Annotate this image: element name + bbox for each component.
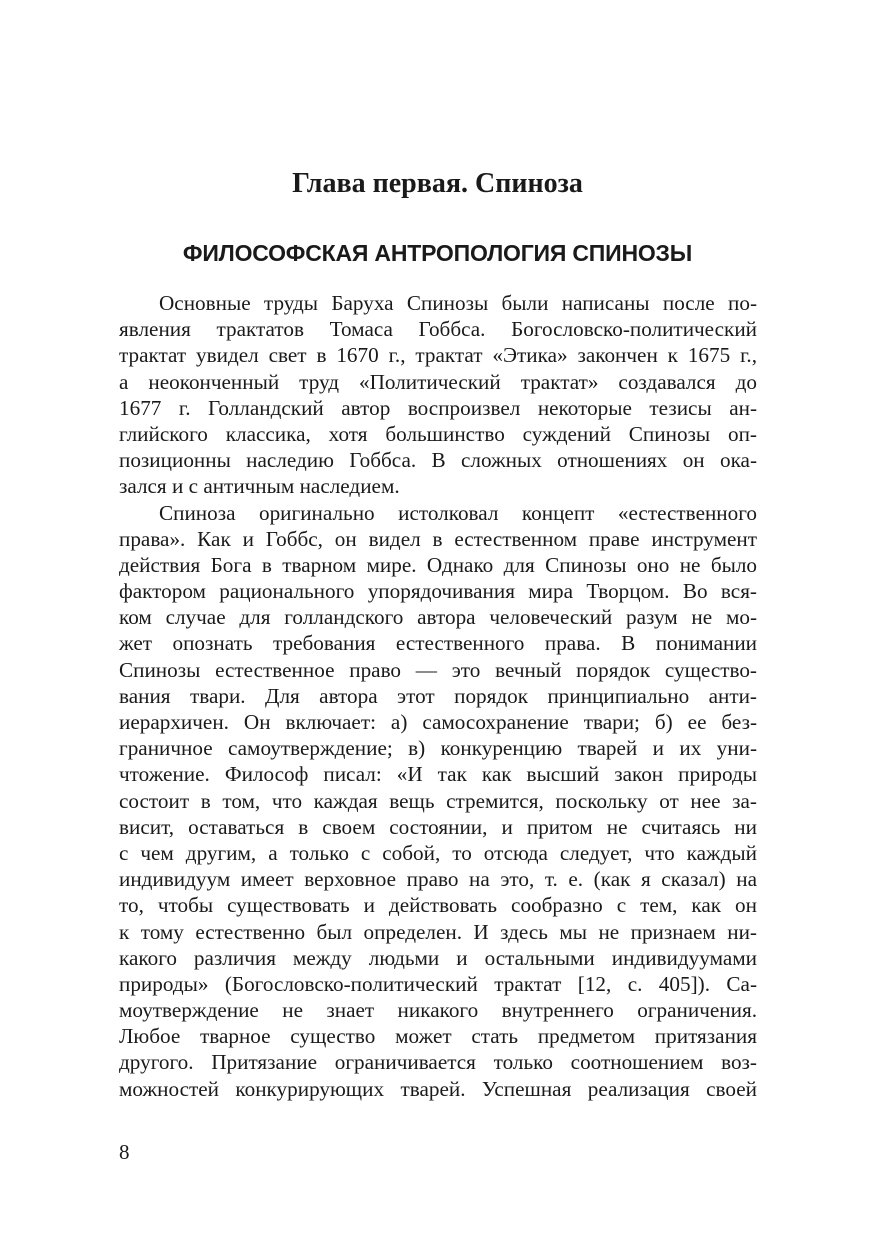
text-line: состоит в том, что каждая вещь стремится, поскольку от нее за- bbox=[119, 788, 757, 813]
paragraph bbox=[119, 290, 757, 500]
paragraph bbox=[119, 500, 757, 1102]
text-line: зался и с античным наследием. bbox=[119, 474, 400, 499]
text-line: 1677 г. Голландский автор воспроизвел некоторые тезисы ан- bbox=[119, 395, 757, 420]
text-line: можностей конкурирующих тварей. Успешная реализация своей bbox=[119, 1076, 757, 1101]
text-line: явления трактатов Томаса Гоббса. Богословско-политический bbox=[119, 317, 757, 342]
text-line: вания твари. Для автора этот порядок принципиально анти- bbox=[119, 683, 757, 708]
text-line: моутверждение не знает никакого внутреннего ограничения. bbox=[119, 998, 757, 1023]
text-line: права». Как и Гоббс, он видел в естественном праве инструмент bbox=[119, 526, 757, 551]
text-line: индивидуум имеет верховное право на это, т. е. (как я сказал) на bbox=[119, 867, 757, 892]
text-line: Любое тварное существо может стать предметом притязания bbox=[119, 1024, 757, 1049]
text-line: глийского классика, хотя большинство суждений Спинозы оп- bbox=[119, 421, 757, 446]
page-number: 8 bbox=[119, 1140, 130, 1164]
chapter-title: Глава первая. Спиноза bbox=[292, 168, 583, 199]
text-line: действия Бога в тварном мире. Однако для Спинозы оно не было bbox=[119, 552, 757, 577]
text-line: трактат увидел свет в 1670 г., трактат «Этика» закончен к 1675 г., bbox=[119, 343, 757, 368]
text-line: граничное самоутверждение; в) конкуренцию тварей и их уни- bbox=[119, 736, 757, 761]
text-line: фактором рационального упорядочивания мира Творцом. Во вся- bbox=[119, 579, 757, 604]
text-line: иерархичен. Он включает: а) самосохранение твари; б) ее без- bbox=[119, 710, 757, 734]
text-line: а неоконченный труд «Политический трактат» создавался до bbox=[119, 369, 757, 394]
text-line: с чем другим, а только с собой, то отсюда следует, что каждый bbox=[119, 840, 757, 865]
text-line: ком случае для голландского автора человеческий разум не мо- bbox=[119, 605, 757, 630]
text-line: Спиноза оригинально истолковал концепт «естественного bbox=[159, 500, 757, 525]
text-line: Спинозы естественное право — это вечный порядок существо- bbox=[119, 657, 757, 682]
section-title: ФИЛОСОФСКАЯ АНТРОПОЛОГИЯ СПИНОЗЫ bbox=[182, 240, 693, 266]
text-line: какого различия между людьми и остальными индивидуумами bbox=[119, 945, 757, 970]
text-line: Основные труды Баруха Спинозы были написаны после по- bbox=[159, 291, 757, 315]
text-line: висит, оставаться в своем состоянии, и притом не считаясь ни bbox=[119, 814, 757, 839]
text-line: позиционны наследию Гоббса. В сложных отношениях он ока- bbox=[119, 448, 757, 473]
text-line: природы» (Богословско-политический трактат [12, с. 405]). Са- bbox=[119, 971, 757, 996]
text-line: жет опознать требования естественного права. В понимании bbox=[119, 631, 757, 656]
text-line: к тому естественно был определен. И здесь мы не признаем ни- bbox=[119, 919, 757, 944]
text-line: то, чтобы существовать и действовать сообразно с тем, как он bbox=[119, 893, 757, 918]
text-line: другого. Притязание ограничивается только соотношением воз- bbox=[119, 1050, 757, 1075]
body-text bbox=[119, 290, 757, 1102]
text-line: чтожение. Философ писал: «И так как высший закон природы bbox=[119, 762, 757, 787]
